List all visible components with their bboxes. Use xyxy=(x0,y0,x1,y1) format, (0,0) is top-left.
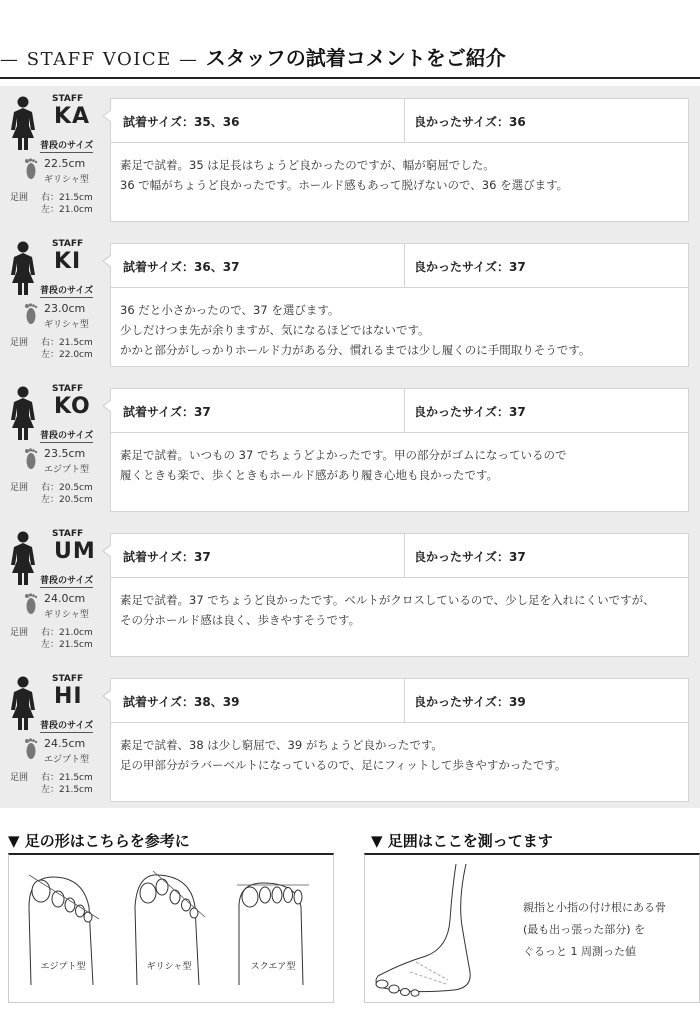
usual-size-value: 22.5cm xyxy=(44,157,86,170)
staff-entry xyxy=(0,666,700,811)
girth-right: 右：21.5cm xyxy=(41,193,93,203)
size-row xyxy=(111,389,688,433)
comment-card xyxy=(110,533,689,657)
trial-size: 試着サイズ：37 xyxy=(123,550,211,564)
staff-label: STAFF xyxy=(52,674,84,684)
size-row xyxy=(111,679,688,723)
foot-type: エジプト型 xyxy=(44,755,90,765)
staff-initials: HI xyxy=(54,684,83,709)
staff-profile xyxy=(0,231,108,371)
staff-entry xyxy=(0,231,700,376)
staff-initials: KA xyxy=(54,104,91,129)
foot-type: エジプト型 xyxy=(44,465,90,475)
page-header xyxy=(0,0,700,80)
girth-left: 左：21.5cm xyxy=(41,785,93,795)
good-size: 良かったサイズ：36 xyxy=(414,115,526,129)
girth-left: 左：21.5cm xyxy=(41,640,93,650)
comment-line: 36 で幅がちょうど良かったです。ホールド感もあって脱げないので、36 を選びます。 xyxy=(120,178,569,192)
usual-size-value: 23.5cm xyxy=(44,447,86,460)
girth-label: 足囲 xyxy=(10,338,29,348)
trial-size: 試着サイズ：38、39 xyxy=(123,695,240,709)
person-icon xyxy=(10,386,36,440)
foot-type: ギリシャ型 xyxy=(44,320,89,330)
foot-type: ギリシャ型 xyxy=(44,175,89,185)
size-row xyxy=(111,534,688,578)
staff-entry xyxy=(0,521,700,666)
staff-label: STAFF xyxy=(52,529,84,539)
foot-side-icon xyxy=(370,860,510,1000)
good-size: 良かったサイズ：37 xyxy=(414,405,526,419)
divider xyxy=(404,679,405,723)
foot-icon xyxy=(24,593,38,615)
usual-size-label: 普段のサイズ xyxy=(40,428,93,443)
staff-profile xyxy=(0,521,108,661)
staff-initials: KI xyxy=(54,249,82,274)
girth-left: 左：21.0cm xyxy=(41,205,93,215)
comment-line: 少しだけつま先が余りますが、気になるほどではないです。 xyxy=(120,323,430,337)
good-size: 良かったサイズ：39 xyxy=(414,695,526,709)
staff-entry xyxy=(0,86,700,231)
girth-left: 左：20.5cm xyxy=(41,495,93,505)
foot-shape-guide-title: ▼ 足の形はこちらを参考に xyxy=(8,832,190,850)
foot-icon xyxy=(24,303,38,325)
comment-line: その分ホールド感は良く、歩きやすそうです。 xyxy=(120,613,361,627)
usual-size-value: 23.0cm xyxy=(44,302,86,315)
comment-line: 36 だと小さかったので、37 を選びます。 xyxy=(120,303,340,317)
girth-right: 右：20.5cm xyxy=(41,483,93,493)
comment-card xyxy=(110,98,689,222)
comment-line: 素足で試着、38 は少し窮屈で、39 がちょうど良かったです。 xyxy=(120,738,443,752)
girth-right: 右：21.0cm xyxy=(41,628,93,638)
staff-comment xyxy=(120,735,682,775)
comment-line: 素足で試着。35 は足長はちょうど良かったのですが、幅が窮屈でした。 xyxy=(120,158,495,172)
girth-left: 左：22.0cm xyxy=(41,350,93,360)
foot-type: ギリシャ型 xyxy=(44,610,89,620)
staff-profile xyxy=(0,86,108,226)
staff-label: STAFF xyxy=(52,94,84,104)
staff-comment xyxy=(120,445,682,485)
trial-size: 試着サイズ：35、36 xyxy=(123,115,240,129)
staff-entry xyxy=(0,376,700,521)
usual-size-label: 普段のサイズ xyxy=(40,573,93,588)
divider xyxy=(404,534,405,578)
girth-label: 足囲 xyxy=(10,628,29,638)
staff-profile xyxy=(0,666,108,806)
good-size: 良かったサイズ：37 xyxy=(414,550,526,564)
divider xyxy=(404,389,405,433)
staff-comment xyxy=(120,155,682,195)
comment-card xyxy=(110,243,689,367)
foot-shape-guide xyxy=(8,853,334,1003)
usual-size-label: 普段のサイズ xyxy=(40,718,93,733)
page-title: — STAFF VOICE — スタッフの試着コメントをご紹介 xyxy=(0,46,506,70)
staff-profile xyxy=(0,376,108,516)
staff-comment xyxy=(120,590,682,630)
foot-icon xyxy=(24,158,38,180)
comment-line: 履くときも楽で、歩くときもホールド感があり履き心地も良かったです。 xyxy=(120,468,499,482)
size-row xyxy=(111,244,688,288)
person-icon xyxy=(10,676,36,730)
girth-right: 右：21.5cm xyxy=(41,773,93,783)
comment-card xyxy=(110,388,689,512)
comment-line: かかと部分がしっかりホールド力がある分、慣れるまでは少し履くのに手間取りそうです。 xyxy=(120,343,591,357)
egyptian-label: エジプト型 xyxy=(40,962,86,972)
staff-comment xyxy=(120,300,682,360)
girth-guide xyxy=(364,853,700,1003)
comment-line: 素足で試着。いつもの 37 でちょうどよかったです。甲の部分がゴムになっているので xyxy=(120,448,567,462)
trial-size: 試着サイズ：37 xyxy=(123,405,211,419)
staff-label: STAFF xyxy=(52,239,84,249)
header-rule xyxy=(0,77,700,79)
title-ja: スタッフの試着コメントをご紹介 xyxy=(205,46,506,70)
usual-size-label: 普段のサイズ xyxy=(40,138,93,153)
greek-label: ギリシャ型 xyxy=(146,962,192,972)
usual-size-value: 24.5cm xyxy=(44,737,86,750)
girth-guide-text: 親指と小指の付け根にある骨 (最も出っ張った部分) を ぐるっと 1 周測った値 xyxy=(523,901,666,958)
girth-label: 足囲 xyxy=(10,193,29,203)
staff-list xyxy=(0,86,700,808)
foot-icon xyxy=(24,448,38,470)
girth-label: 足囲 xyxy=(10,773,29,783)
staff-label: STAFF xyxy=(52,384,84,394)
trial-size: 試着サイズ：36、37 xyxy=(123,260,240,274)
comment-card xyxy=(110,678,689,802)
comment-line: 素足で試着。37 でちょうど良かったです。ベルトがクロスしているので、少し足を入れにくいですが、 xyxy=(120,593,655,607)
staff-initials: KO xyxy=(54,394,91,419)
title-en: STAFF VOICE xyxy=(26,49,172,70)
staff-initials: UM xyxy=(54,539,96,564)
person-icon xyxy=(10,531,36,585)
usual-size-label: 普段のサイズ xyxy=(40,283,93,298)
divider xyxy=(404,99,405,143)
girth-label: 足囲 xyxy=(10,483,29,493)
girth-right: 右：21.5cm xyxy=(41,338,93,348)
size-row xyxy=(111,99,688,143)
usual-size-value: 24.0cm xyxy=(44,592,86,605)
foot-icon xyxy=(24,738,38,760)
divider xyxy=(404,244,405,288)
good-size: 良かったサイズ：37 xyxy=(414,260,526,274)
person-icon xyxy=(10,96,36,150)
girth-guide-title: ▼ 足囲はここを測ってます xyxy=(371,832,553,850)
person-icon xyxy=(10,241,36,295)
comment-line: 足の甲部分がラバーベルトになっているので、足にフィットして歩きやすかったです。 xyxy=(120,758,567,772)
square-label: スクエア型 xyxy=(250,962,296,972)
